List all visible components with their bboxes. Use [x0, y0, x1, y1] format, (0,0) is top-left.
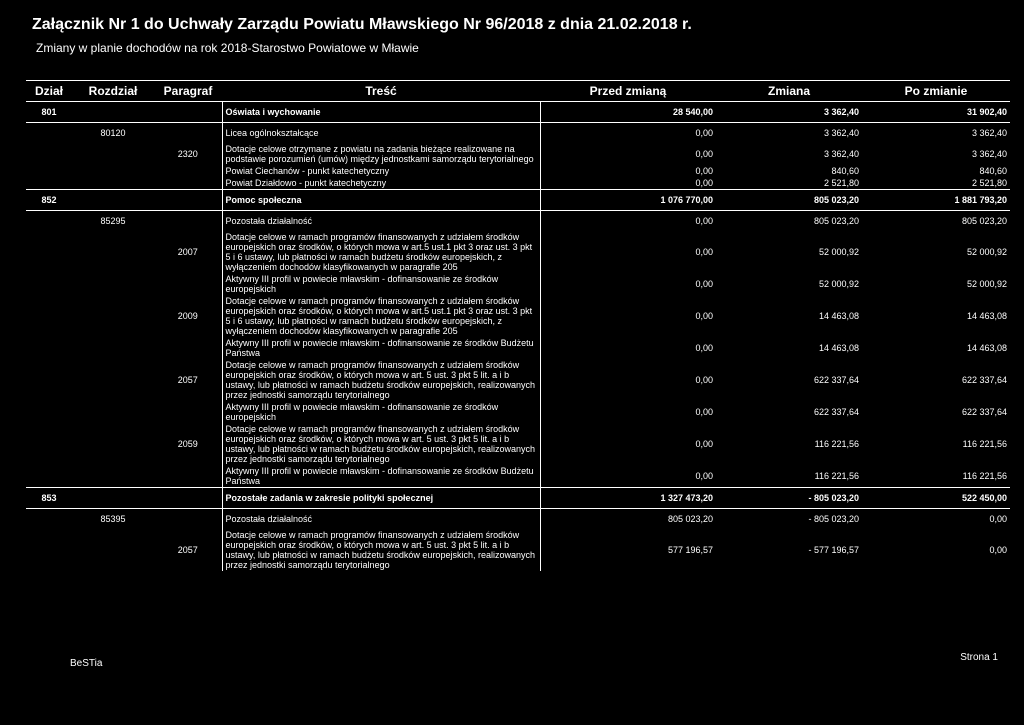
cell-zmiana: 116 221,56	[716, 465, 862, 488]
cell-rozdzial	[72, 102, 154, 123]
cell-paragraf	[154, 123, 222, 144]
page-number: Strona 1	[960, 652, 998, 663]
cell-tresc: Pozostała działalność	[222, 509, 540, 530]
table-row	[26, 165, 1010, 177]
cell-tresc: Oświata i wychowanie	[222, 102, 540, 123]
cell-po-zmianie: 840,60	[979, 166, 1007, 176]
cell-tresc: Dotacje celowe w ramach programów finansowanych z udziałem środków europejskich oraz środków, o których mowa w art. 5 ust. 3 pkt 5 lit. a i b ustawy, lub płatności w ramach budżetu środków europejskich, realizowanych przez jednostki samorządu terytorialnego	[222, 423, 540, 465]
cell-rozdzial: 85295	[100, 216, 126, 226]
cell-przed-zmiana: 805 023,20	[667, 514, 713, 524]
cell-po-zmianie: 522 450,00	[862, 488, 1010, 509]
cell-tresc: Pozostała działalność	[222, 211, 540, 232]
cell-dzial	[26, 529, 72, 571]
col-header-przed-zmiana: Przed zmianą	[540, 81, 716, 102]
cell-paragraf	[154, 102, 222, 123]
cell-tresc: Aktywny III profil w powiecie mławskim - dofinansowanie ze środków europejskich	[222, 401, 540, 423]
cell-zmiana: 622 337,64	[813, 375, 859, 385]
cell-zmiana: 805 023,20	[716, 190, 862, 211]
cell-dzial	[26, 273, 72, 295]
cell-po-zmianie: 116 221,56	[962, 439, 1007, 449]
cell-paragraf	[154, 401, 222, 423]
cell-paragraf	[154, 337, 222, 359]
cell-zmiana: 840,60	[831, 166, 859, 176]
cell-zmiana: - 805 023,20	[808, 514, 859, 524]
cell-paragraf: 2320	[177, 149, 198, 159]
cell-paragraf: 2009	[177, 311, 198, 321]
cell-paragraf	[154, 488, 222, 509]
col-header-tresc: Treść	[222, 81, 540, 102]
cell-tresc: Dotacje celowe w ramach programów finansowanych z udziałem środków europejskich oraz środków, o których mowa w art.5 ust.1 pkt 3 oraz ust. 3 pkt 5 i 6 ustawy, lub płatności w ramach budżetu środków europejskich, z wyłączeniem dochodów klasyfikowanych w paragrafie 205	[222, 231, 540, 273]
cell-przed-zmiana: 0,00	[540, 177, 716, 190]
table-subsection-row	[26, 123, 1010, 144]
cell-paragraf	[154, 190, 222, 211]
cell-przed-zmiana: 0,00	[695, 439, 713, 449]
cell-paragraf	[154, 211, 222, 232]
cell-zmiana: 52 000,92	[818, 247, 859, 257]
cell-paragraf: 2059	[177, 439, 198, 449]
cell-po-zmianie: 14 463,08	[966, 311, 1007, 321]
cell-po-zmianie: 0,00	[989, 545, 1007, 555]
cell-dzial	[26, 177, 72, 190]
cell-rozdzial	[72, 465, 154, 488]
cell-dzial: 852	[26, 190, 72, 211]
table-section-row	[26, 102, 1010, 123]
table-row	[26, 231, 1010, 273]
table-row	[26, 143, 1010, 165]
table-subsection-row	[26, 509, 1010, 530]
cell-dzial: 853	[26, 488, 72, 509]
cell-zmiana: 2 521,80	[716, 177, 862, 190]
cell-po-zmianie: 1 881 793,20	[862, 190, 1010, 211]
cell-zmiana: 3 362,40	[823, 128, 859, 138]
table-section-row	[26, 190, 1010, 211]
cell-przed-zmiana: 577 196,57	[667, 545, 713, 555]
table-row	[26, 337, 1010, 359]
cell-paragraf	[154, 465, 222, 488]
cell-rozdzial	[72, 295, 154, 337]
cell-zmiana: - 805 023,20	[716, 488, 862, 509]
col-header-paragraf: Paragraf	[154, 81, 222, 102]
cell-po-zmianie: 3 362,40	[971, 149, 1007, 159]
cell-tresc: Dotacje celowe otrzymane z powiatu na zadania bieżące realizowane na podstawie porozumień (umów) między jednostkami samorządu terytorialnego	[222, 143, 540, 165]
cell-rozdzial	[72, 177, 154, 190]
cell-paragraf	[154, 273, 222, 295]
cell-tresc: Aktywny III profil w powiecie mławskim - dofinansowanie ze środków Budżetu Państwa	[222, 337, 540, 359]
cell-zmiana: 622 337,64	[813, 407, 859, 417]
cell-przed-zmiana: 0,00	[695, 279, 713, 289]
cell-paragraf: 2007	[177, 247, 198, 257]
cell-przed-zmiana: 0,00	[540, 465, 716, 488]
cell-rozdzial	[72, 273, 154, 295]
cell-tresc: Powiat Ciechanów - punkt katechetyczny	[222, 165, 540, 177]
cell-rozdzial	[72, 529, 154, 571]
col-header-po-zmianie: Po zmianie	[862, 81, 1010, 102]
cell-rozdzial	[72, 143, 154, 165]
cell-przed-zmiana: 0,00	[695, 375, 713, 385]
cell-po-zmianie: 0,00	[989, 514, 1007, 524]
cell-paragraf	[154, 509, 222, 530]
cell-przed-zmiana: 0,00	[695, 166, 713, 176]
cell-rozdzial	[72, 337, 154, 359]
cell-zmiana: 805 023,20	[813, 216, 859, 226]
cell-zmiana: - 577 196,57	[808, 545, 859, 555]
cell-paragraf: 2057	[177, 545, 198, 555]
cell-rozdzial	[72, 401, 154, 423]
cell-tresc: Pomoc społeczna	[222, 190, 540, 211]
cell-rozdzial	[72, 423, 154, 465]
table-section-row	[26, 488, 1010, 509]
cell-zmiana: 14 463,08	[818, 311, 859, 321]
budget-table	[26, 80, 1010, 571]
page-subtitle: Zmiany w planie dochodów na rok 2018-Starostwo Powiatowe w Mławie	[36, 41, 419, 55]
cell-przed-zmiana: 0,00	[695, 216, 713, 226]
cell-rozdzial	[72, 231, 154, 273]
cell-po-zmianie: 31 902,40	[862, 102, 1010, 123]
cell-tresc: Dotacje celowe w ramach programów finansowanych z udziałem środków europejskich oraz środków, o których mowa w art. 5 ust. 3 pkt 5 lit. a i b ustawy, lub płatności w ramach budżetu środków europejskich, realizowanych przez jednostki samorządu terytorialnego	[222, 529, 540, 571]
cell-tresc: Powiat Działdowo - punkt katechetyczny	[222, 177, 540, 190]
table-row	[26, 465, 1010, 488]
cell-rozdzial: 80120	[100, 128, 126, 138]
cell-tresc: Aktywny III profil w powiecie mławskim - dofinansowanie ze środków europejskich	[222, 273, 540, 295]
cell-po-zmianie: 52 000,92	[966, 279, 1007, 289]
cell-dzial	[26, 295, 72, 337]
col-header-zmiana: Zmiana	[716, 81, 862, 102]
cell-po-zmianie: 622 337,64	[961, 407, 1007, 417]
col-header-rozdzial: Rozdział	[72, 81, 154, 102]
cell-dzial	[26, 165, 72, 177]
cell-rozdzial	[72, 165, 154, 177]
cell-paragraf	[154, 177, 222, 190]
cell-tresc: Dotacje celowe w ramach programów finansowanych z udziałem środków europejskich oraz środków, o których mowa w art. 5 ust. 3 pkt 5 lit. a i b ustawy, lub płatności w ramach budżetu środków europejskich, realizowanych przez jednostki samorządu terytorialnego	[222, 359, 540, 401]
cell-przed-zmiana: 0,00	[695, 407, 713, 417]
table-row	[26, 529, 1010, 571]
cell-dzial	[26, 359, 72, 401]
cell-dzial	[26, 123, 72, 144]
cell-przed-zmiana: 1 076 770,00	[540, 190, 716, 211]
cell-po-zmianie: 52 000,92	[966, 247, 1007, 257]
table-row	[26, 177, 1010, 190]
page-title: Załącznik Nr 1 do Uchwały Zarządu Powiatu Mławskiego Nr 96/2018 z dnia 21.02.2018 r.	[32, 16, 692, 33]
table-row	[26, 295, 1010, 337]
table-header-row	[26, 81, 1010, 102]
cell-przed-zmiana: 0,00	[695, 149, 713, 159]
footer-software-label: BeSTia	[70, 658, 103, 669]
cell-zmiana: 52 000,92	[818, 279, 859, 289]
cell-tresc: Licea ogólnokształcące	[222, 123, 540, 144]
cell-przed-zmiana: 0,00	[695, 343, 713, 353]
cell-dzial	[26, 401, 72, 423]
table-row	[26, 401, 1010, 423]
col-header-dzial: Dział	[26, 81, 72, 102]
cell-tresc: Pozostałe zadania w zakresie polityki społecznej	[222, 488, 540, 509]
cell-paragraf: 2057	[177, 375, 198, 385]
table-row	[26, 423, 1010, 465]
table-body	[26, 102, 1010, 572]
cell-zmiana: 14 463,08	[818, 343, 859, 353]
cell-przed-zmiana: 0,00	[695, 128, 713, 138]
cell-paragraf	[154, 165, 222, 177]
cell-po-zmianie: 622 337,64	[961, 375, 1007, 385]
cell-dzial	[26, 465, 72, 488]
cell-zmiana: 116 221,56	[814, 439, 859, 449]
cell-po-zmianie: 2 521,80	[862, 177, 1010, 190]
cell-zmiana: 3 362,40	[716, 102, 862, 123]
cell-tresc: Aktywny III profil w powiecie mławskim - dofinansowanie ze środków Budżetu Państwa	[222, 465, 540, 488]
cell-po-zmianie: 116 221,56	[862, 465, 1010, 488]
cell-dzial	[26, 337, 72, 359]
cell-przed-zmiana: 0,00	[695, 247, 713, 257]
cell-zmiana: 3 362,40	[823, 149, 859, 159]
cell-rozdzial: 85395	[100, 514, 126, 524]
cell-dzial	[26, 423, 72, 465]
cell-tresc: Dotacje celowe w ramach programów finansowanych z udziałem środków europejskich oraz środków, o których mowa w art.5 ust.1 pkt 3 oraz ust. 3 pkt 5 i 6 ustawy, lub płatności w ramach budżetu środków europejskich, z wyłączeniem dochodów klasyfikowanych w paragrafie 205	[222, 295, 540, 337]
table-subsection-row	[26, 211, 1010, 232]
cell-po-zmianie: 14 463,08	[966, 343, 1007, 353]
cell-dzial	[26, 143, 72, 165]
cell-przed-zmiana: 0,00	[695, 311, 713, 321]
cell-dzial	[26, 231, 72, 273]
cell-rozdzial	[72, 359, 154, 401]
table-row	[26, 273, 1010, 295]
cell-przed-zmiana: 28 540,00	[540, 102, 716, 123]
cell-przed-zmiana: 1 327 473,20	[540, 488, 716, 509]
cell-dzial	[26, 509, 72, 530]
cell-po-zmianie: 3 362,40	[971, 128, 1007, 138]
cell-rozdzial	[72, 488, 154, 509]
cell-rozdzial	[72, 190, 154, 211]
cell-dzial	[26, 211, 72, 232]
table-row	[26, 359, 1010, 401]
cell-dzial: 801	[26, 102, 72, 123]
cell-po-zmianie: 805 023,20	[961, 216, 1007, 226]
